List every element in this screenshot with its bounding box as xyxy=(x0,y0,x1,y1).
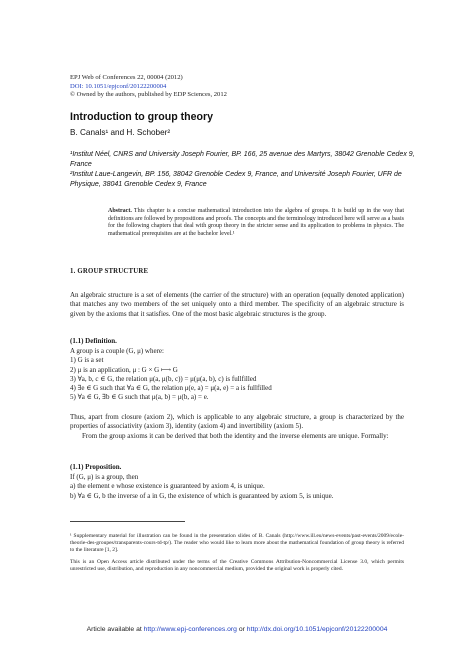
section-heading: 1. GROUP STRUCTURE xyxy=(70,268,149,275)
definition-line: 4) ∃e ∈ G such that ∀a ∈ G, the relation μ(e, a) = μ(a, e) = a is fullfilled xyxy=(70,384,272,393)
paragraph-uniqueness: From the group axioms it can be derived that both the identity and the inverse elements are unique. Formally: xyxy=(82,431,389,440)
affiliation-2: ²Institut Laue-Langevin, BP. 156, 38042 Grenoble Cedex 9, France, and Université Joseph Fourier, UFR de Physique, 38041 Grenoble Cedex 9, France xyxy=(70,171,402,188)
proposition-body xyxy=(70,473,333,501)
paper-title: Introduction to group theory xyxy=(70,111,213,123)
definition-body xyxy=(70,347,272,403)
footer-link-doi[interactable]: http://dx.doi.org/10.1051/epjconf/20122200004 xyxy=(246,626,388,633)
definition-line: 2) μ is an application, μ : G × G ⟼ G xyxy=(70,365,178,374)
definition-line: 1) G is a set xyxy=(70,356,104,365)
proposition-heading: (1.1) Proposition. xyxy=(70,463,122,471)
abstract-text: This chapter is a concise mathematical introduction into the algebra of groups. It is build up in the way that definitions are followed by propositions and proofs. The concepts and the terminology introduced here will serve as a basis for the following chapters that deal with group theory in the stricter sense and its application to problems in physics. The mathematical prerequisites are at the bachelor level.¹ xyxy=(108,208,404,237)
definition-line: A group is a couple (G, μ) where: xyxy=(70,347,164,355)
article-availability-footer xyxy=(0,626,474,633)
definition-heading: (1.1) Definition. xyxy=(70,337,117,345)
proposition-line: a) the element e whose existence is guaranteed by axiom 4, is unique. xyxy=(70,482,265,491)
footer-prefix: Article available at xyxy=(86,626,144,633)
journal-line: EPJ Web of Conferences 22, 00004 (2012) xyxy=(70,74,183,81)
affiliation-1: ¹Institut Néel, CNRS and University Joseph Fourier, BP. 166, 25 avenue des Martyrs, 38042 Grenoble Cedex 9, France xyxy=(70,151,415,168)
abstract xyxy=(108,208,404,238)
proposition-line: b) ∀a ∈ G, b the inverse of a in G, the existence of which is guaranteed by axiom 5, is unique. xyxy=(70,491,334,500)
doi-link[interactable]: DOI: 10.1051/epjconf/20122200004 xyxy=(70,82,167,90)
abstract-label: Abstract. xyxy=(108,208,132,214)
definition-line: 3) ∀a, b, c ∈ G, the relation μ(a, μ(b, c)) = μ(μ(a, b), c) is fullfilled xyxy=(70,374,257,383)
license-note: This is an Open Access article distributed under the terms of the Creative Commons Attribution-Noncommercial License 3.0, which permits unrestricted use, distribution, and reproduction in any noncommercial medium, provided the original work is properly cited. xyxy=(70,559,404,572)
paragraph-intro: An algebraic structure is a set of elements (the carrier of the structure) with an operation (equally denoted application) that matches any two members of the set uniquely onto a third member. The specificity of an algebraic structure is given by the axioms that it satisfies. One of the most basic algebraic structures is the group. xyxy=(70,291,404,318)
definition-line: 5) ∀a ∈ G, ∃b ∈ G such that μ(a, b) = μ(b, a) = e. xyxy=(70,393,209,402)
footer-mid: or xyxy=(236,626,247,633)
footnote: ¹ Supplementary material for illustration can be found in the presentation slides of B. Canals (http://www.ill.eu/news-events/past-events/2009/ecole-theorie-des-groupes/transparents-cours-td-tp/). The reader who would like to learn more about the mathematical foundation of group theory is referred to the literature [1, 2]. xyxy=(70,533,404,553)
proposition-line: If (G, μ) is a group, then xyxy=(70,473,139,481)
footnote-rule xyxy=(70,521,185,522)
copyright-line: © Owned by the authors, published by EDP Sciences, 2012 xyxy=(70,91,227,99)
authors: B. Canals¹ and H. Schober² xyxy=(70,128,171,137)
paragraph-axioms xyxy=(70,413,404,441)
paragraph-axioms-text: Thus, apart from closure (axiom 2), which is applicable to any algebraic structure, a group is characterized by the properties of associativity (axiom 3), identity (axiom 4) and invertibility (axiom 5). xyxy=(70,413,404,431)
journal-header xyxy=(70,74,227,100)
footer-link-epj[interactable]: http://www.epj-conferences.org xyxy=(143,626,237,633)
